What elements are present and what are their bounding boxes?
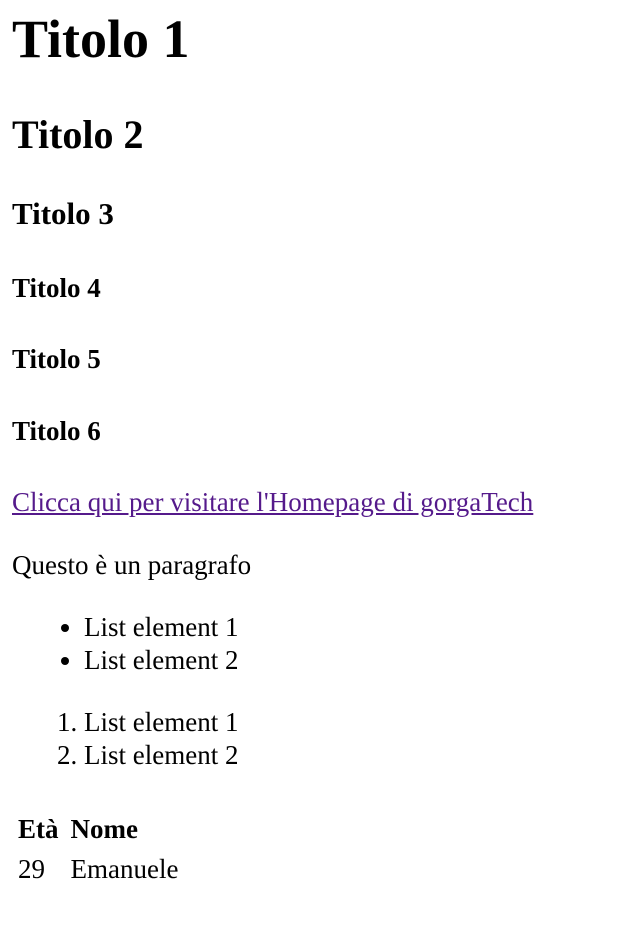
heading-4: Titolo 4 [12, 273, 101, 303]
ordered-list [12, 706, 238, 772]
table-header-row [18, 813, 184, 845]
heading-2: Titolo 2 [12, 112, 144, 157]
data-table [12, 805, 190, 893]
column-header-eta: Età [18, 814, 59, 844]
table-cell-nome: Emanuele [70, 854, 179, 884]
paragraph: Questo è un paragrafo [12, 550, 252, 580]
table-row [18, 853, 184, 885]
column-header-nome: Nome [70, 814, 138, 844]
list-item: • List element 2 [84, 644, 238, 677]
table-cell-eta: 29 [18, 854, 45, 884]
heading-6: Titolo 6 [12, 416, 101, 446]
list-item: • List element 1 [84, 611, 238, 644]
heading-3: Titolo 3 [12, 196, 114, 231]
homepage-link[interactable]: Clicca qui per visitare l'Homepage di gorgaTech [12, 487, 534, 517]
list-item: 1. List element 1 [84, 706, 238, 739]
list-item: 2. List element 2 [84, 739, 238, 772]
heading-1: Titolo 1 [12, 9, 190, 69]
unordered-list [12, 611, 238, 677]
heading-5: Titolo 5 [12, 344, 101, 374]
